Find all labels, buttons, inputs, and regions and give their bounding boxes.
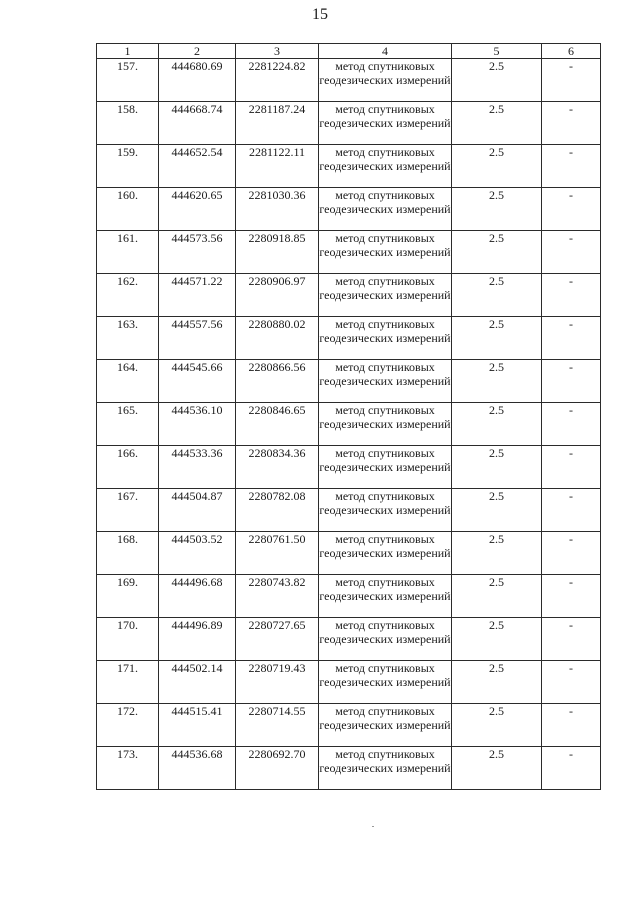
y-coordinate-cell: 2280743.82 [236,575,319,618]
point-number-cell: 158. [97,102,159,145]
accuracy-cell: 2.5 [452,188,542,231]
accuracy-cell: 2.5 [452,231,542,274]
table-row [97,317,601,360]
note-cell: - [542,231,601,274]
method-cell: метод спутниковых геодезических измерений [319,618,452,661]
x-coordinate-cell: 444503.52 [159,532,236,575]
y-coordinate-cell: 2281187.24 [236,102,319,145]
column-header: 4 [319,44,452,59]
note-cell: - [542,747,601,790]
point-number-cell: 162. [97,274,159,317]
table-row [97,747,601,790]
method-cell: метод спутниковых геодезических измерений [319,317,452,360]
table-row [97,59,601,102]
y-coordinate-cell: 2280719.43 [236,661,319,704]
note-cell: - [542,489,601,532]
y-coordinate-cell: 2280782.08 [236,489,319,532]
accuracy-cell: 2.5 [452,59,542,102]
note-cell: - [542,575,601,618]
note-cell: - [542,446,601,489]
y-coordinate-cell: 2280692.70 [236,747,319,790]
accuracy-cell: 2.5 [452,618,542,661]
table-row [97,489,601,532]
x-coordinate-cell: 444536.10 [159,403,236,446]
method-cell: метод спутниковых геодезических измерений [319,102,452,145]
y-coordinate-cell: 2281224.82 [236,59,319,102]
table-row [97,661,601,704]
point-number-cell: 164. [97,360,159,403]
column-header: 3 [236,44,319,59]
method-cell: метод спутниковых геодезических измерений [319,360,452,403]
accuracy-cell: 2.5 [452,102,542,145]
y-coordinate-cell: 2281122.11 [236,145,319,188]
note-cell: - [542,188,601,231]
y-coordinate-cell: 2281030.36 [236,188,319,231]
note-cell: - [542,59,601,102]
table-row [97,231,601,274]
column-header: 2 [159,44,236,59]
coordinates-table [96,43,601,790]
table-row [97,575,601,618]
note-cell: - [542,102,601,145]
note-cell: - [542,317,601,360]
method-cell: метод спутниковых геодезических измерений [319,59,452,102]
point-number-cell: 157. [97,59,159,102]
accuracy-cell: 2.5 [452,747,542,790]
note-cell: - [542,274,601,317]
point-number-cell: 171. [97,661,159,704]
table-row [97,618,601,661]
y-coordinate-cell: 2280846.65 [236,403,319,446]
scan-speck [372,826,374,827]
table-row [97,704,601,747]
x-coordinate-cell: 444620.65 [159,188,236,231]
note-cell: - [542,360,601,403]
column-header: 1 [97,44,159,59]
method-cell: метод спутниковых геодезических измерений [319,489,452,532]
y-coordinate-cell: 2280727.65 [236,618,319,661]
accuracy-cell: 2.5 [452,704,542,747]
method-cell: метод спутниковых геодезических измерений [319,145,452,188]
method-cell: метод спутниковых геодезических измерений [319,532,452,575]
x-coordinate-cell: 444502.14 [159,661,236,704]
table-body [97,59,601,790]
x-coordinate-cell: 444571.22 [159,274,236,317]
x-coordinate-cell: 444573.56 [159,231,236,274]
x-coordinate-cell: 444533.36 [159,446,236,489]
method-cell: метод спутниковых геодезических измерений [319,704,452,747]
x-coordinate-cell: 444545.66 [159,360,236,403]
method-cell: метод спутниковых геодезических измерений [319,661,452,704]
method-cell: метод спутниковых геодезических измерений [319,446,452,489]
point-number-cell: 160. [97,188,159,231]
table-row [97,188,601,231]
point-number-cell: 166. [97,446,159,489]
method-cell: метод спутниковых геодезических измерений [319,274,452,317]
note-cell: - [542,532,601,575]
note-cell: - [542,618,601,661]
accuracy-cell: 2.5 [452,489,542,532]
accuracy-cell: 2.5 [452,661,542,704]
column-header: 6 [542,44,601,59]
point-number-cell: 172. [97,704,159,747]
note-cell: - [542,403,601,446]
column-header: 5 [452,44,542,59]
y-coordinate-cell: 2280918.85 [236,231,319,274]
y-coordinate-cell: 2280761.50 [236,532,319,575]
y-coordinate-cell: 2280880.02 [236,317,319,360]
point-number-cell: 168. [97,532,159,575]
accuracy-cell: 2.5 [452,532,542,575]
x-coordinate-cell: 444557.56 [159,317,236,360]
x-coordinate-cell: 444504.87 [159,489,236,532]
accuracy-cell: 2.5 [452,274,542,317]
point-number-cell: 167. [97,489,159,532]
point-number-cell: 163. [97,317,159,360]
table-row [97,145,601,188]
method-cell: метод спутниковых геодезических измерений [319,575,452,618]
table-row [97,532,601,575]
note-cell: - [542,145,601,188]
note-cell: - [542,661,601,704]
note-cell: - [542,704,601,747]
y-coordinate-cell: 2280834.36 [236,446,319,489]
point-number-cell: 169. [97,575,159,618]
y-coordinate-cell: 2280866.56 [236,360,319,403]
method-cell: метод спутниковых геодезических измерений [319,403,452,446]
accuracy-cell: 2.5 [452,360,542,403]
y-coordinate-cell: 2280906.97 [236,274,319,317]
y-coordinate-cell: 2280714.55 [236,704,319,747]
accuracy-cell: 2.5 [452,403,542,446]
table-header-row [97,44,601,59]
accuracy-cell: 2.5 [452,317,542,360]
x-coordinate-cell: 444680.69 [159,59,236,102]
x-coordinate-cell: 444668.74 [159,102,236,145]
x-coordinate-cell: 444496.68 [159,575,236,618]
table-row [97,360,601,403]
x-coordinate-cell: 444536.68 [159,747,236,790]
method-cell: метод спутниковых геодезических измерений [319,747,452,790]
table-row [97,403,601,446]
x-coordinate-cell: 444652.54 [159,145,236,188]
accuracy-cell: 2.5 [452,145,542,188]
accuracy-cell: 2.5 [452,575,542,618]
table-row [97,274,601,317]
point-number-cell: 159. [97,145,159,188]
point-number-cell: 173. [97,747,159,790]
x-coordinate-cell: 444496.89 [159,618,236,661]
page-number: 15 [312,6,328,23]
method-cell: метод спутниковых геодезических измерений [319,231,452,274]
x-coordinate-cell: 444515.41 [159,704,236,747]
table-row [97,102,601,145]
table-row [97,446,601,489]
point-number-cell: 165. [97,403,159,446]
point-number-cell: 161. [97,231,159,274]
method-cell: метод спутниковых геодезических измерений [319,188,452,231]
point-number-cell: 170. [97,618,159,661]
accuracy-cell: 2.5 [452,446,542,489]
